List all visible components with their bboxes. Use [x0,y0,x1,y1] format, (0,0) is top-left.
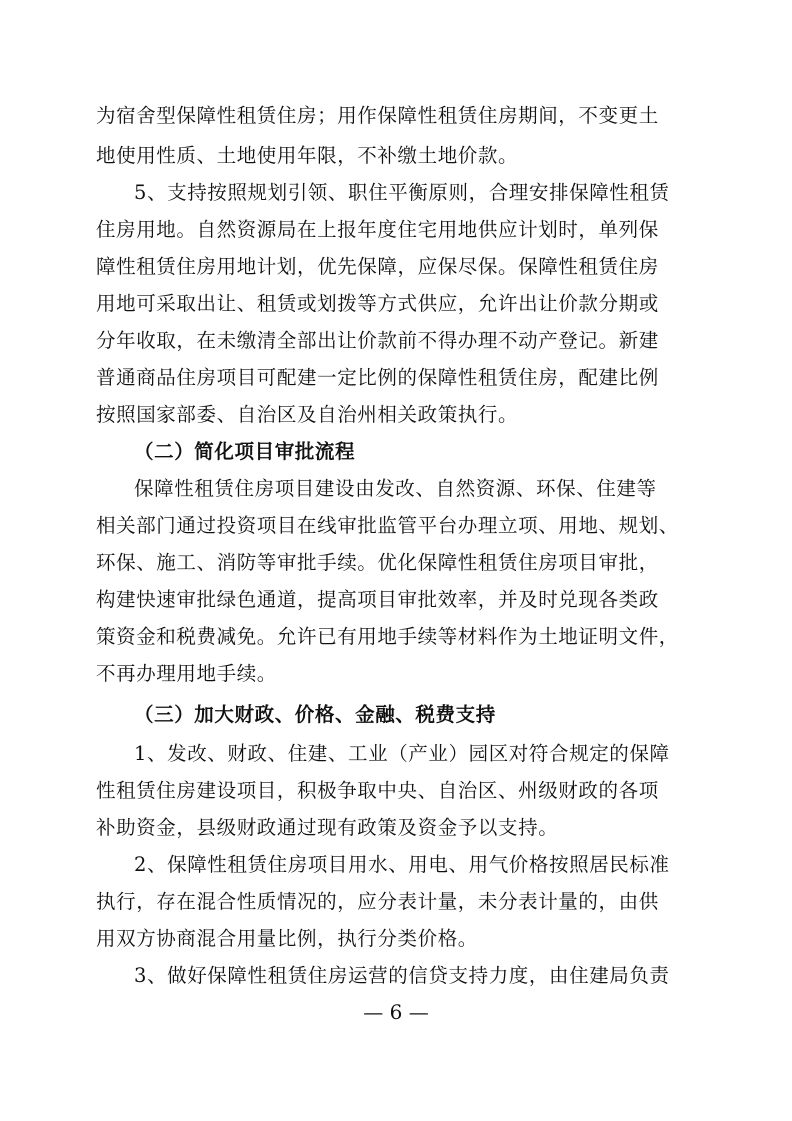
text-line: 性租赁住房建设项目，积极争取中央、自治区、州级财政的各项 [96,779,659,802]
text-line: 5、支持按照规划引领、职住平衡原则，合理安排保障性租赁 [134,181,670,204]
text-line: 环保、施工、消防等审批手续。优化保障性租赁住房项目审批， [96,551,659,574]
section-heading: （三）加大财政、价格、金融、税费支持 [134,703,496,726]
text-line: 1、发改、财政、住建、工业（产业）园区对符合规定的保障 [134,742,670,765]
text-line: 地使用性质、土地使用年限，不补缴土地价款。 [96,144,519,167]
text-line: 住房用地。自然资源局在上报年度住宅用地供应计划时，单列保 [96,218,659,241]
text-line: 构建快速审批绿色通道，提高项目审批效率，并及时兑现各类政 [96,588,659,611]
text-line: 执行，存在混合性质情况的，应分表计量，未分表计量的，由供 [96,890,659,913]
text-line: 策资金和税费减免。允许已有用地手续等材料作为土地证明文件， [96,625,679,648]
text-line: 相关部门通过投资项目在线审批监管平台办理立项、用地、规划、 [96,514,679,537]
text-line: 普通商品住房项目可配建一定比例的保障性租赁住房，配建比例 [96,366,659,389]
text-line: 补助资金，县级财政通过现有政策及资金予以支持。 [96,816,559,839]
text-line: 按照国家部委、自治区及自治州相关政策执行。 [96,403,519,426]
section-heading: （二）简化项目审批流程 [134,440,356,463]
page-number: — 6 — [363,1000,429,1024]
text-line: 用地可采取出让、租赁或划拨等方式供应，允许出让价款分期或 [96,292,659,315]
text-line: 不再办理用地手续。 [96,662,277,685]
text-line: 用双方协商混合用量比例，执行分类价格。 [96,927,478,950]
text-line: 分年收取，在未缴清全部出让价款前不得办理不动产登记。新建 [96,329,659,352]
text-line: 2、保障性租赁住房项目用水、用电、用气价格按照居民标准 [134,853,670,876]
text-line: 障性租赁住房用地计划，优先保障，应保尽保。保障性租赁住房 [96,255,659,278]
text-line: 3、做好保障性租赁住房运营的信贷支持力度，由住建局负责 [134,964,670,987]
text-line: 保障性租赁住房项目建设由发改、自然资源、环保、住建等 [134,477,657,500]
text-line: 为宿舍型保障性租赁住房；用作保障性租赁住房期间，不变更土 [96,104,659,127]
